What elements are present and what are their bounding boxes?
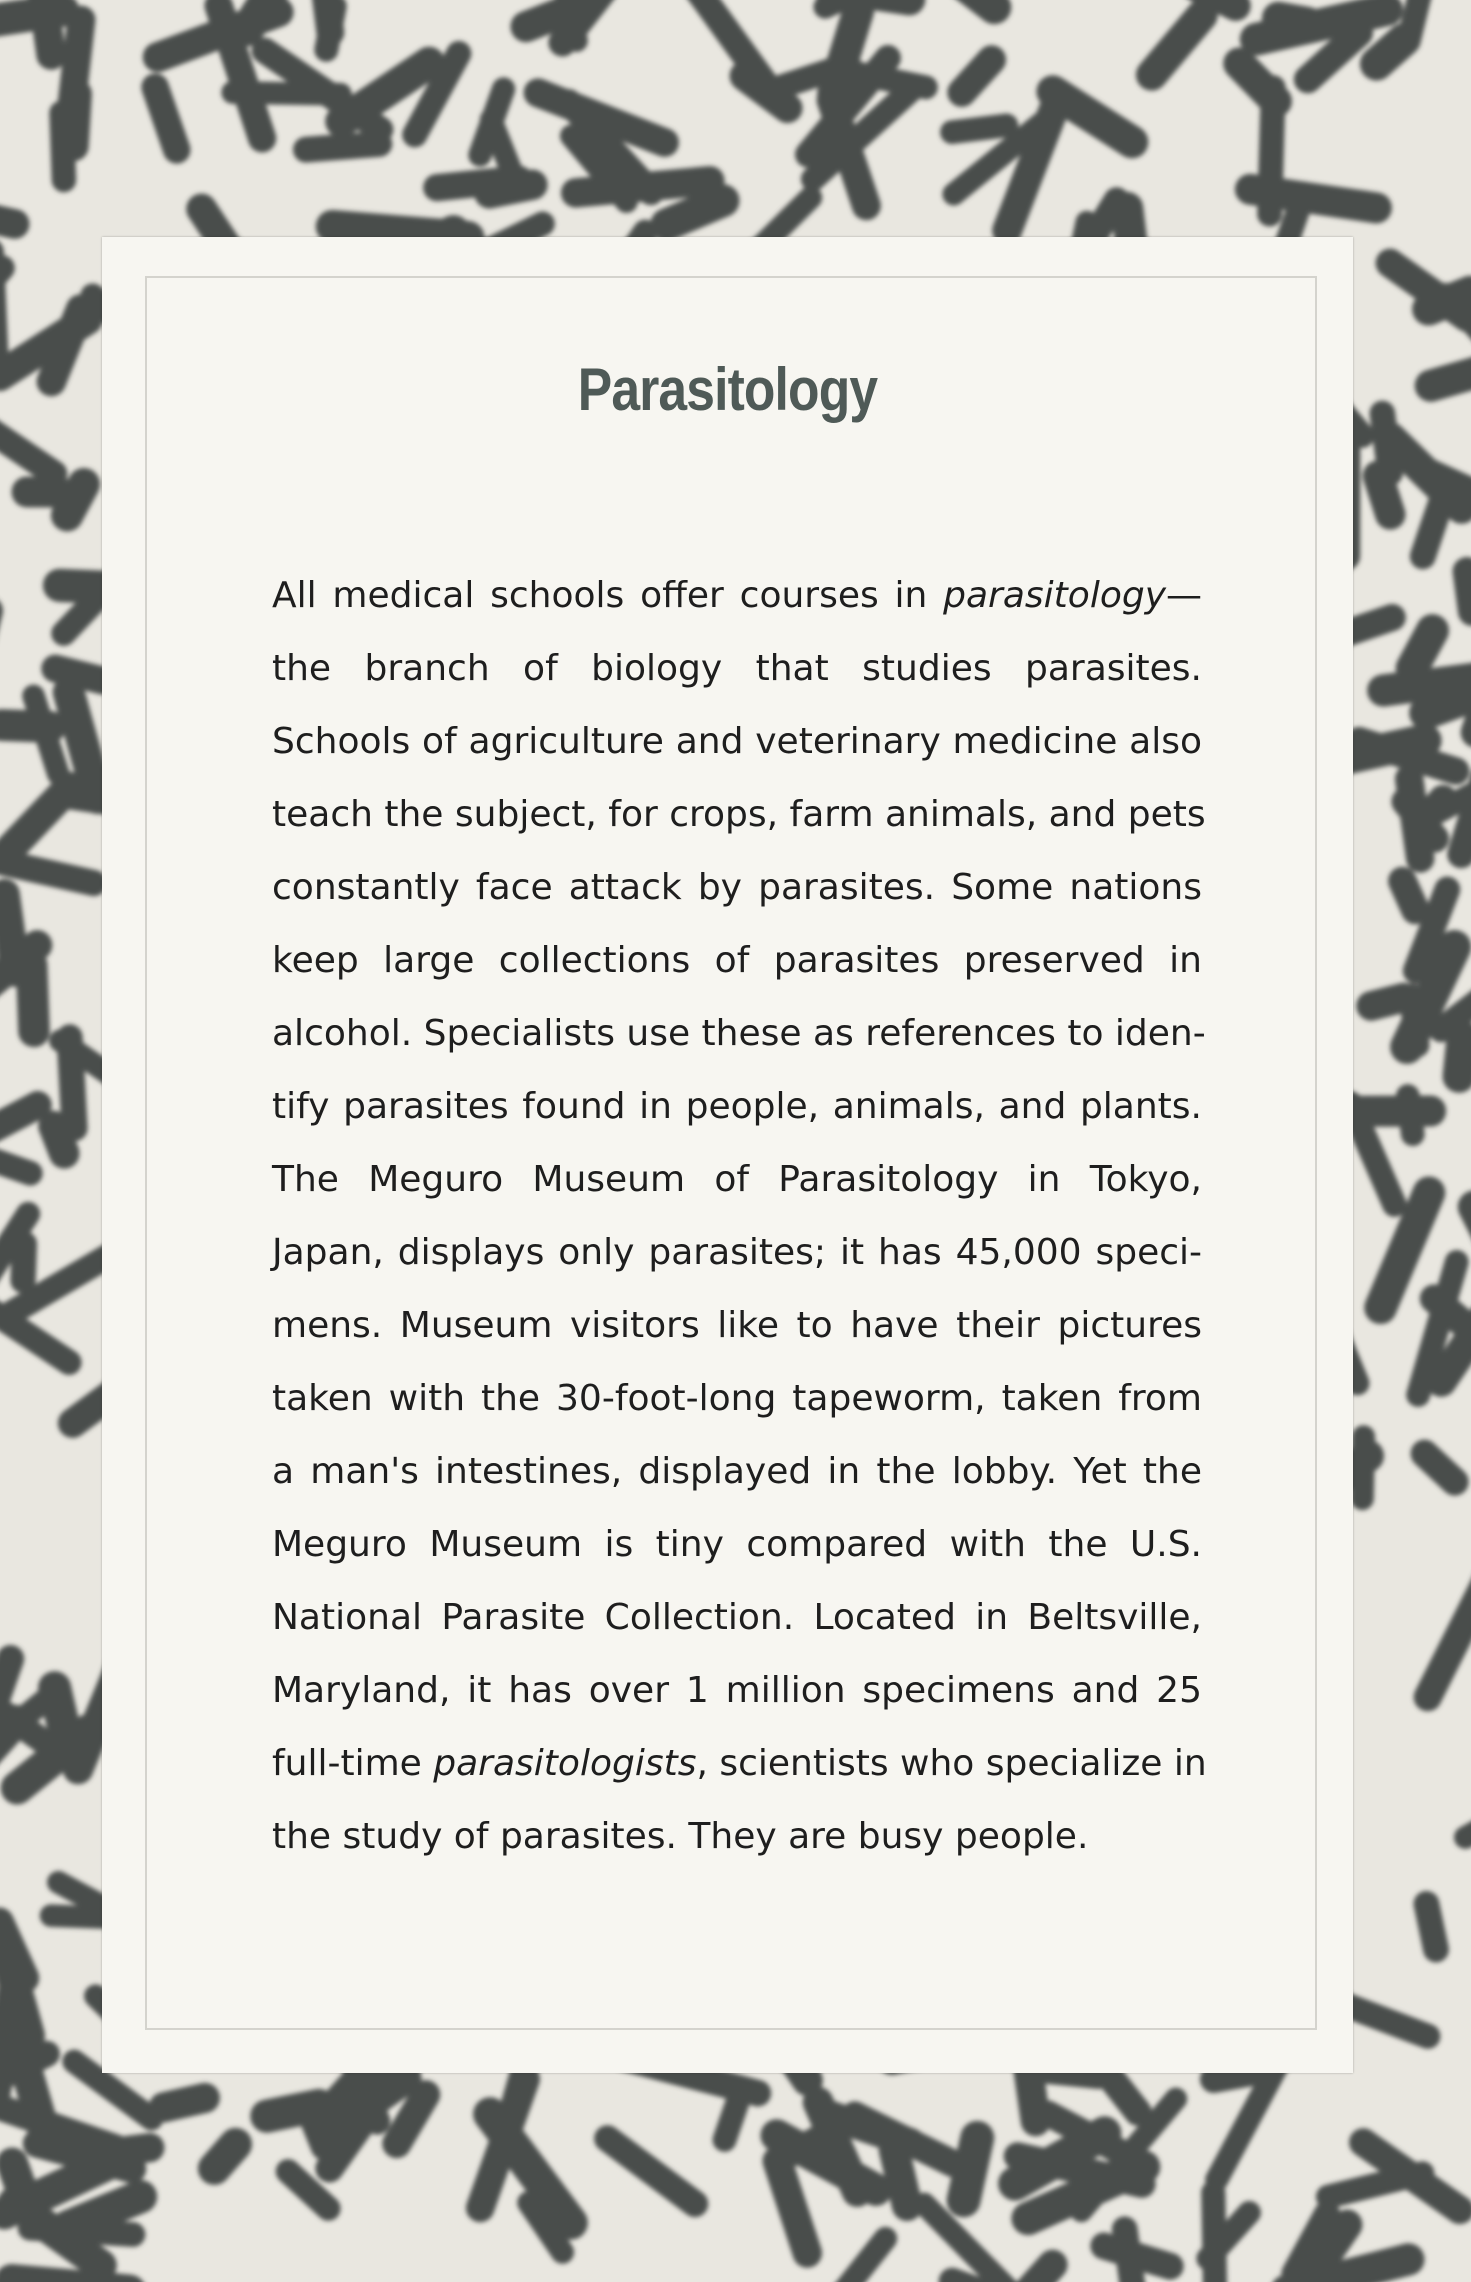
worm-shape xyxy=(822,2222,901,2282)
text-line: The Meguro Museum of Parasitology in Tokyo, xyxy=(272,1159,1202,1200)
worm-shape xyxy=(1201,2180,1228,2282)
italic-term: parasitologists xyxy=(433,1743,697,1784)
worm-shape xyxy=(0,2263,148,2282)
text-panel xyxy=(102,237,1353,2073)
text-segment: , scientists who specialize in xyxy=(696,1743,1207,1784)
worm-shape xyxy=(589,2120,714,2222)
text-line: the study of parasites. They are busy people. xyxy=(272,1816,1089,1857)
text-line: teach the subject, for crops, farm animals, and pets xyxy=(272,794,1206,835)
body-text xyxy=(272,559,1207,1873)
page-title: Parasitology xyxy=(577,356,878,423)
text-line: mens. Museum visitors like to have their pictures xyxy=(272,1305,1202,1346)
text-line: Japan, displays only parasites; it has 45,000 speci- xyxy=(272,1232,1202,1273)
worm-shape xyxy=(1411,343,1471,406)
text-line: Maryland, it has over 1 million specimens and 25 xyxy=(272,1670,1202,1711)
text-line: the branch of biology that studies parasites. xyxy=(272,648,1202,689)
text-line: keep large collections of parasites preserved in xyxy=(272,940,1202,981)
text-line: a man's intestines, displayed in the lobby. Yet the xyxy=(272,1451,1202,1492)
worm-shape xyxy=(1411,1889,1451,1965)
worm-shape xyxy=(941,39,1012,113)
text-line: constantly face attack by parasites. Some nations xyxy=(272,867,1202,908)
text-line: Meguro Museum is tiny compared with the U.S. xyxy=(272,1524,1202,1565)
worm-shape xyxy=(0,709,67,744)
text-line xyxy=(272,559,1202,632)
worm-shape xyxy=(10,1231,38,1294)
worm-shape xyxy=(1450,1790,1471,1853)
worm-shape xyxy=(59,78,93,161)
worm-shape xyxy=(911,0,1018,31)
worm-shape xyxy=(1451,555,1471,627)
worm-shape xyxy=(1130,0,1225,97)
worm-shape xyxy=(0,190,32,241)
text-line: tify parasites found in people, animals, and plants. xyxy=(272,1086,1202,1127)
worm-shape xyxy=(12,476,75,507)
text-segment: All medical schools offer courses in xyxy=(272,575,944,616)
worm-shape xyxy=(138,70,195,168)
text-line: Schools of agriculture and veterinary medicine also xyxy=(272,721,1202,762)
text-line: National Parasite Collection. Located in Beltsville, xyxy=(272,1597,1202,1638)
text-line: alcohol. Specialists use these as references to iden- xyxy=(272,1013,1206,1054)
worm-shape xyxy=(1395,1083,1427,1148)
worm-shape xyxy=(15,949,50,1048)
worm-shape xyxy=(1409,1557,1471,1716)
text-segment: full-time xyxy=(272,1743,434,1784)
italic-term: parasitology xyxy=(943,575,1166,616)
text-segment: — xyxy=(1166,575,1202,616)
worm-shape xyxy=(1405,1434,1471,1501)
text-line: taken with the 30-foot-long tapeworm, taken from xyxy=(272,1378,1202,1419)
text-line xyxy=(272,1727,1207,1800)
worm-shape xyxy=(191,2121,259,2192)
